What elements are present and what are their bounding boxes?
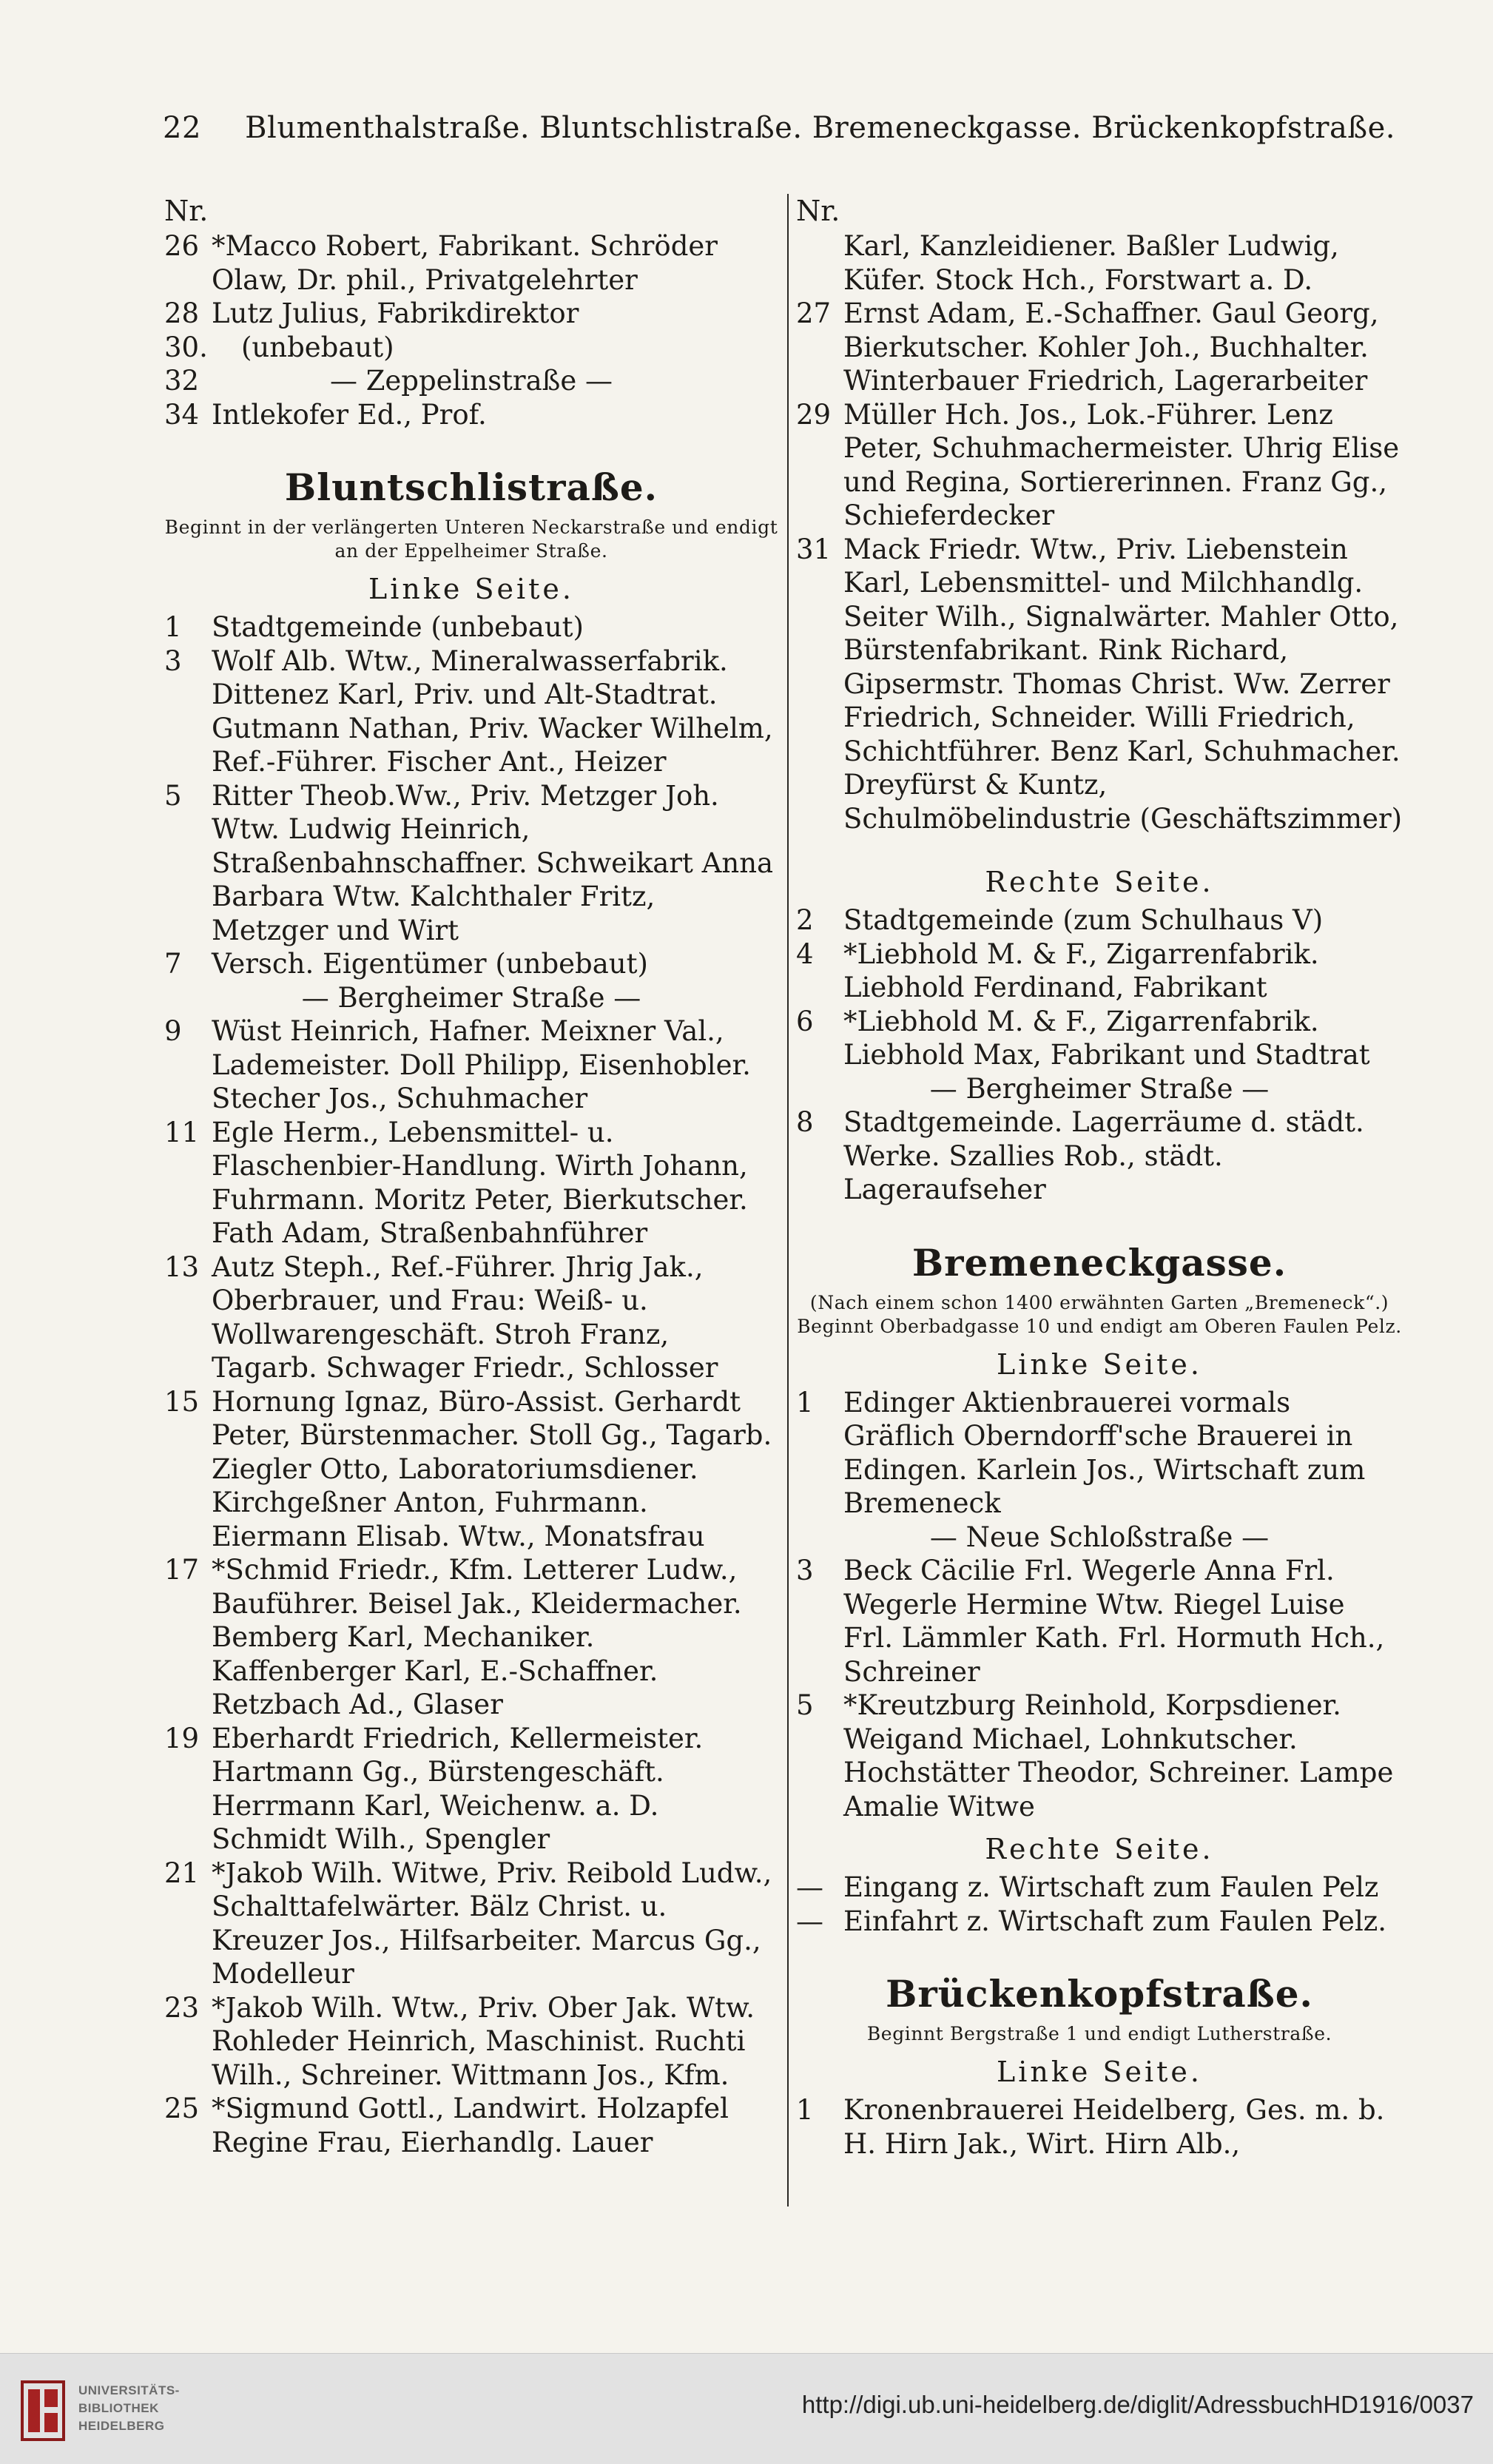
- house-number: 19: [164, 1722, 200, 1754]
- house-number: 23: [164, 1991, 200, 2024]
- entry-text: Stadtgemeinde. Lagerräume d. städt. Werke. Szallies Rob., städt. Lageraufseher: [843, 1106, 1364, 1205]
- house-number: 13: [164, 1250, 200, 1283]
- address-entry: [164, 779, 778, 948]
- footer-bar: [0, 2353, 1493, 2464]
- entry-text: Kronenbrauerei Heidelberg, Ges. m. b. H. Hirn Jak., Wirt. Hirn Alb.,: [843, 2094, 1385, 2160]
- address-entry: [796, 938, 1403, 1005]
- address-entry: [164, 1385, 778, 1554]
- address-entry: [164, 1857, 778, 1991]
- entry-text: Einfahrt z. Wirtschaft zum Faulen Pelz.: [843, 1905, 1387, 1937]
- left-column: [164, 194, 778, 2159]
- address-entry: [164, 644, 778, 779]
- entry-text: Stadtgemeinde (zum Schulhaus V): [843, 904, 1324, 936]
- address-entry: [796, 398, 1403, 533]
- house-number: 3: [164, 644, 182, 677]
- house-number: 21: [164, 1857, 200, 1889]
- house-number: 28: [164, 297, 200, 329]
- entry-text: Wüst Heinrich, Hafner. Meixner Val., Lademeister. Doll Philipp, Eisenhobler. Stecher Jos., Schuhmacher: [212, 1015, 751, 1114]
- house-number: 1: [796, 1386, 814, 1418]
- address-entry: [796, 297, 1403, 398]
- logo-line: UNIVERSITÄTS-: [78, 2383, 180, 2397]
- house-number: 6: [796, 1005, 814, 1037]
- entry-text: *Schmid Friedr., Kfm. Letterer Ludw., Bauführer. Beisel Jak., Kleidermacher. Bemberg Karl, Mechaniker. Kaffenberger Karl, E.-Schaffner. Retzbach Ad., Glaser: [212, 1554, 742, 1720]
- house-number: —: [796, 1905, 823, 1937]
- entry-text: *Macco Robert, Fabrikant. Schröder Olaw, Dr. phil., Privatgelehrter: [212, 230, 718, 296]
- entry-text: Mack Friedr. Wtw., Priv. Liebenstein Karl, Lebensmittel- und Milchhandlg. Seiter Wilh., Signalwärter. Mahler Otto, Bürstenfabrikant. Rink Richard, Gipsermstr. Thomas Christ. Ww. Zerrer Friedrich, Schneider. Willi Friedrich, Schichtführer. Benz Karl, Schuhmacher. Dreyfürst & Kuntz, Schulmöbelindustrie (Geschäftszimmer): [843, 533, 1403, 835]
- cross-street-note: — Bergheimer Straße —: [301, 981, 641, 1014]
- address-entry: [164, 947, 778, 981]
- house-number: 27: [796, 297, 832, 329]
- house-number: 25: [164, 2093, 200, 2124]
- street-description: Beginnt in der verlängerten Unteren Neckarstraße und endigt an der Eppelheimer Straße.: [164, 516, 778, 562]
- address-entry: [796, 1386, 1403, 1521]
- entry-text: Müller Hch. Jos., Lok.-Führer. Lenz Peter, Schuhmachermeister. Uhrig Elise und Regina, Sortiererinnen. Franz Gg., Schieferdecker: [843, 398, 1400, 531]
- address-entry: [164, 610, 778, 644]
- entry-text: Hornung Ignaz, Büro-Assist. Gerhardt Peter, Bürstenmacher. Stoll Gg., Tagarb. Ziegler Otto, Laboratoriumsdiener. Kirchgeßner Anton, Fuhrmann. Eiermann Elisab. Wtw., Monatsfrau: [212, 1385, 772, 1552]
- address-entry: [796, 1905, 1403, 1939]
- house-number: 8: [796, 1106, 814, 1138]
- house-number: 31: [796, 533, 832, 565]
- address-entry: [164, 1014, 778, 1116]
- entry-text: Versch. Eigentümer (unbebaut): [212, 948, 648, 980]
- side-heading: Linke Seite.: [997, 2056, 1202, 2088]
- address-entry: [164, 1722, 778, 1857]
- right-column: [796, 194, 1403, 2161]
- entry-text: *Jakob Wilh. Wtw., Priv. Ober Jak. Wtw. Rohleder Heinrich, Maschinist. Ruchti Wilh., Schreiner. Wittmann Jos., Kfm.: [212, 1991, 755, 2091]
- house-number: 34: [164, 398, 200, 431]
- entry-text: Wolf Alb. Wtw., Mineralwasserfabrik. Dittenez Karl, Priv. und Alt-Stadtrat. Gutmann Nathan, Priv. Wacker Wilhelm, Ref.-Führer. Fischer Ant., Heizer: [212, 644, 773, 778]
- side-heading: Rechte Seite.: [985, 866, 1214, 898]
- address-entry: [796, 1105, 1403, 1207]
- page-title: Blumenthalstraße. Bluntschlistraße. Bremeneckgasse. Brückenkopfstraße.: [245, 111, 1395, 145]
- address-entry: [164, 398, 778, 432]
- source-url-link[interactable]: http://digi.ub.uni-heidelberg.de/diglit/AdressbuchHD1916/0037: [801, 2391, 1474, 2418]
- logo-line: BIBLIOTHEK: [78, 2401, 159, 2415]
- column-divider: [787, 194, 789, 2207]
- entry-text: *Sigmund Gottl., Landwirt. Holzapfel Regine Frau, Eierhandlg. Lauer: [212, 2093, 729, 2158]
- entry-text: Eingang z. Wirtschaft zum Faulen Pelz: [843, 1871, 1379, 1903]
- house-number: 7: [164, 948, 182, 980]
- library-logo[interactable]: [21, 2374, 220, 2448]
- house-number: 29: [796, 398, 832, 431]
- house-number: 26: [164, 230, 200, 262]
- address-entry: [164, 297, 778, 331]
- street-description: Beginnt Oberbadgasse 10 und endigt am Oberen Faulen Pelz.: [797, 1315, 1402, 1337]
- address-entry: [796, 533, 1403, 836]
- street-note: (Nach einem schon 1400 erwähnten Garten „Bremeneck“.): [809, 1291, 1389, 1313]
- entry-text: Stadtgemeinde (unbebaut): [212, 611, 584, 643]
- house-number: 17: [164, 1554, 200, 1586]
- house-number: —: [796, 1871, 823, 1903]
- address-entry: [796, 1554, 1403, 1689]
- entry-text: Ernst Adam, E.-Schaffner. Gaul Georg, Bierkutscher. Kohler Joh., Buchhalter. Winterbauer Friedrich, Lagerarbeiter: [843, 297, 1379, 397]
- address-entry: [796, 1871, 1403, 1905]
- address-entry: [164, 1553, 778, 1722]
- entry-text: Intlekofer Ed., Prof.: [212, 398, 487, 431]
- entry-text: *Liebhold M. & F., Zigarrenfabrik. Liebhold Ferdinand, Fabrikant: [843, 938, 1319, 1003]
- side-heading: Linke Seite.: [997, 1347, 1202, 1381]
- entry-text: Edinger Aktienbrauerei vormals Gräflich Oberndorff'sche Brauerei in Edingen. Karlein Jos., Wirtschaft zum Bremeneck: [843, 1386, 1366, 1519]
- side-heading: Linke Seite.: [368, 573, 574, 605]
- house-number: 5: [796, 1689, 814, 1721]
- house-number: 4: [796, 938, 814, 970]
- address-entry: [796, 2093, 1403, 2161]
- entry-text: (unbebaut): [241, 331, 394, 363]
- entry-text: *Kreutzburg Reinhold, Korpsdiener. Weigand Michael, Lohnkutscher. Hochstätter Theodor, Schreiner. Lampe Amalie Witwe: [843, 1689, 1394, 1822]
- address-entry: [796, 1005, 1403, 1072]
- house-number: 11: [164, 1116, 200, 1148]
- entry-text: Eberhardt Friedrich, Kellermeister. Hartmann Gg., Bürstengeschäft. Herrmann Karl, Weichenw. a. D. Schmidt Wilh., Spengler: [212, 1722, 704, 1855]
- entry-text: Autz Steph., Ref.-Führer. Jhrig Jak., Oberbrauer, und Frau: Weiß- u. Wollwarengeschäft. Stroh Franz, Tagarb. Schwager Friedr., Schlosser: [212, 1250, 718, 1384]
- address-entry: [164, 1991, 778, 2093]
- side-heading: Rechte Seite.: [985, 1833, 1214, 1865]
- cross-street-note: — Bergheimer Straße —: [929, 1072, 1270, 1105]
- continued-entry: Karl, Kanzleidiener. Baßler Ludwig, Küfer. Stock Hch., Forstwart a. D.: [843, 230, 1339, 296]
- address-entry: [164, 2092, 778, 2159]
- street-heading: Bremeneckgasse.: [911, 1240, 1287, 1285]
- address-entry: [164, 1116, 778, 1250]
- cross-street-note: — Neue Schloßstraße —: [929, 1521, 1270, 1553]
- house-number: 30. 32: [164, 331, 208, 397]
- entry-text: *Jakob Wilh. Witwe, Priv. Reibold Ludw., Schalttafelwärter. Bälz Christ. u. Kreuzer Jos., Hilfsarbeiter. Marcus Gg., Modelleur: [212, 1857, 772, 1990]
- entry-text: Ritter Theob.Ww., Priv. Metzger Joh. Wtw. Ludwig Heinrich, Straßenbahnschaffner. Schweikart Anna Barbara Wtw. Kalchthaler Fritz, Metzger und Wirt: [212, 779, 774, 946]
- house-number: 15: [164, 1385, 200, 1418]
- entry-text: Beck Cäcilie Frl. Wegerle Anna Frl. Wegerle Hermine Wtw. Riegel Luise Frl. Lämmler Kath. Frl. Hormuth Hch., Schreiner: [843, 1555, 1385, 1688]
- street-description: Beginnt Bergstraße 1 und endigt Lutherstraße.: [866, 2023, 1332, 2044]
- cross-street-note: — Zeppelinstraße —: [329, 365, 613, 397]
- house-number: 5: [164, 779, 182, 812]
- page-number: 22: [163, 111, 201, 145]
- house-number: 2: [796, 904, 814, 936]
- address-entry: [164, 1250, 778, 1385]
- house-number: 3: [796, 1555, 814, 1586]
- nr-label: Nr.: [164, 195, 209, 227]
- entry-text: Egle Herm., Lebensmittel- u. Flaschenbier-Handlung. Wirth Johann, Fuhrmann. Moritz Peter, Bierkutscher. Fath Adam, Straßenbahnführer: [212, 1116, 748, 1249]
- address-entry: [796, 1689, 1403, 1823]
- house-number: 9: [164, 1015, 182, 1047]
- address-entry: [796, 903, 1403, 938]
- entry-text: Lutz Julius, Fabrikdirektor: [212, 297, 579, 329]
- nr-label: Nr.: [796, 195, 840, 227]
- house-number: 1: [796, 2094, 814, 2126]
- entry-text: *Liebhold M. & F., Zigarrenfabrik. Liebhold Max, Fabrikant und Stadtrat: [843, 1005, 1370, 1071]
- page-header: [163, 111, 1395, 145]
- logo-line: HEIDELBERG: [78, 2419, 165, 2433]
- address-entry: [164, 229, 778, 297]
- street-heading: Brückenkopfstraße.: [886, 1972, 1313, 2016]
- house-number: 1: [164, 611, 182, 643]
- library-logo-icon: [21, 2379, 65, 2443]
- library-logo-text: [78, 2382, 180, 2435]
- street-heading: Bluntschlistraße.: [284, 465, 658, 509]
